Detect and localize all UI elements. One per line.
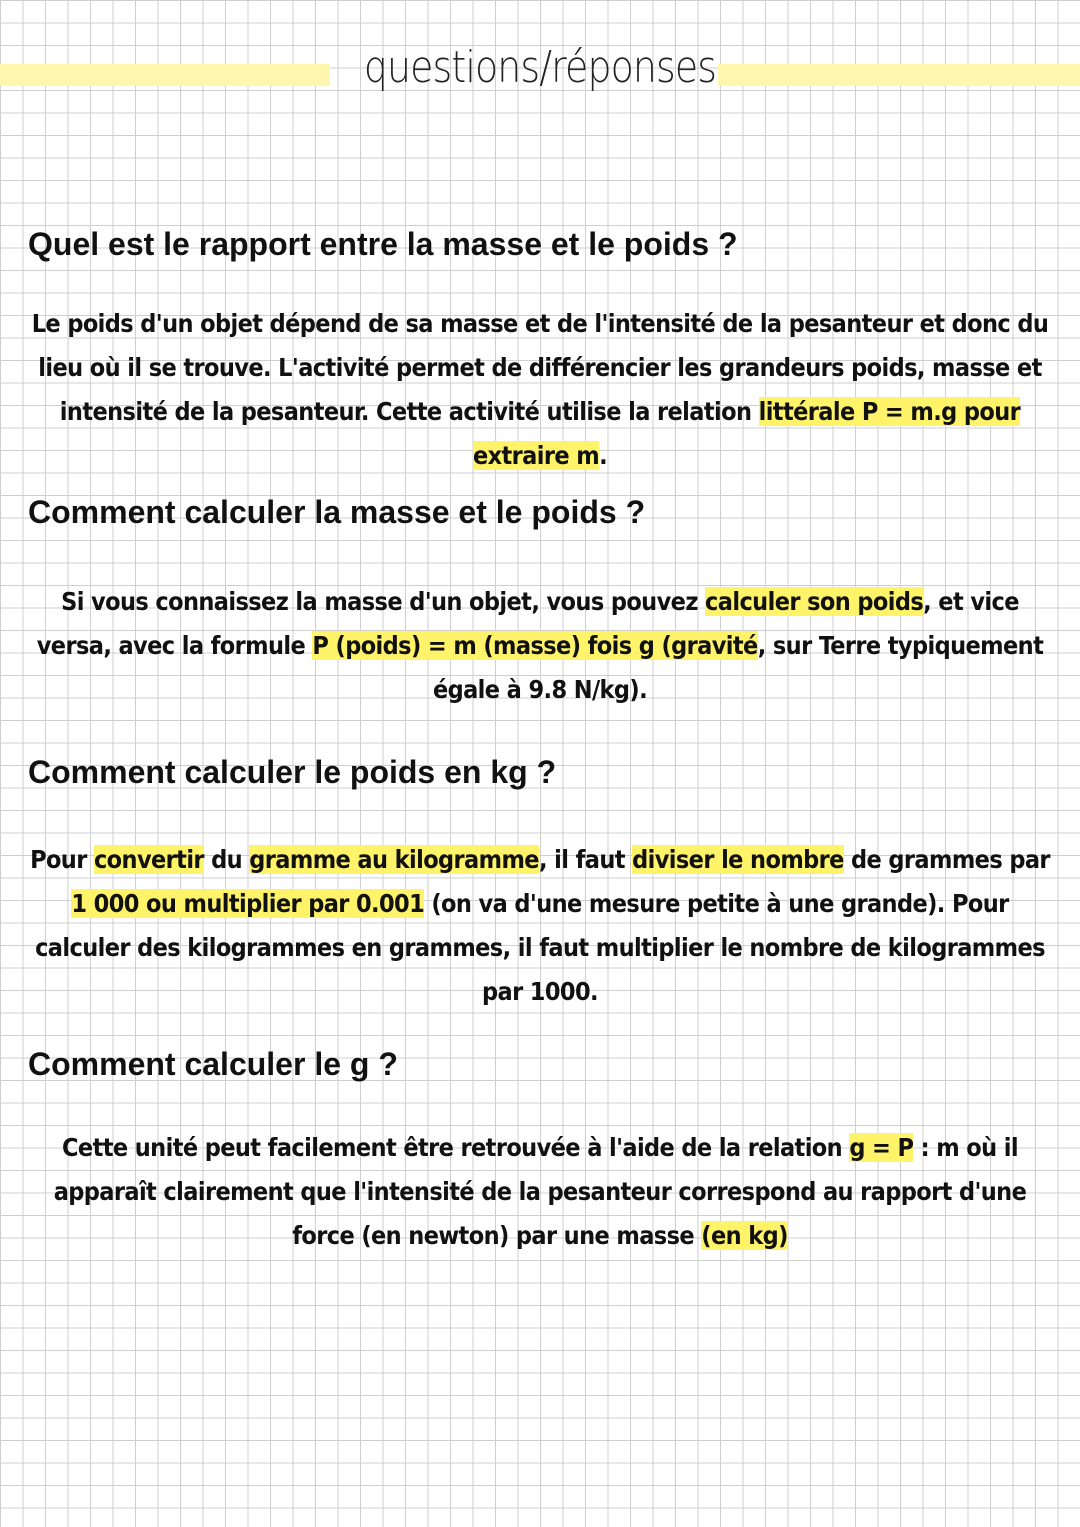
answer-highlight: P (poids) = m (masse) fois g (gravité: [312, 631, 758, 660]
answer-text: (on va d'une mesure petite à une grande). Pour calculer des kilogrammes en grammes, il faut multiplier le nombre de kilogrammes par 1000.: [35, 889, 1045, 1006]
answer-text: de grammes par: [843, 845, 1050, 874]
question-4: Comment calculer le g ?: [28, 1046, 398, 1082]
answer-text: Cette unité peut facilement être retrouvée à l'aide de la relation: [62, 1133, 850, 1162]
answer-text: , sur Terre typiquement égale à 9.8 N/kg).: [432, 631, 1044, 704]
answer-highlight: g = P: [849, 1133, 914, 1162]
title-header: [0, 42, 1080, 102]
answer-text: : m où il apparaît clairement que l'intensité de la pesanteur correspond au rapport d'une force (en newton) par une masse: [53, 1133, 1027, 1250]
question-3: Comment calculer le poids en kg ?: [28, 754, 557, 790]
answer-text: du: [203, 845, 250, 874]
page-title: questions/réponses: [363, 42, 717, 93]
answer-3: [22, 838, 1058, 1014]
answer-text: .: [599, 441, 608, 470]
answer-highlight: littérale P = m.g pour extraire m: [472, 397, 1021, 470]
answer-highlight: (en kg): [701, 1221, 788, 1250]
answer-text: Si vous connaissez la masse d'un objet, vous pouvez: [61, 587, 706, 616]
answer-highlight: diviser le nombre: [632, 845, 844, 874]
answer-1: [22, 302, 1058, 478]
question-1: Quel est le rapport entre la masse et le poids ?: [28, 226, 738, 262]
answer-highlight: calculer son poids: [705, 587, 924, 616]
answer-4: [22, 1126, 1058, 1258]
answer-text: Pour: [30, 845, 94, 874]
answer-highlight: gramme au kilogramme: [249, 845, 539, 874]
question-2: Comment calculer la masse et le poids ?: [28, 494, 646, 530]
answer-2: [22, 580, 1058, 712]
answer-text: , il faut: [538, 845, 633, 874]
answer-highlight: convertir: [93, 845, 204, 874]
answer-highlight: 1 000 ou multiplier par 0.001: [71, 889, 425, 918]
answer-text: , et vice versa, avec la formule: [36, 587, 1019, 660]
answer-text: Le poids d'un objet dépend de sa masse et de l'intensité de la pesanteur et donc du lieu où il se trouve. L'activité permet de différencier les grandeurs poids, masse et intensité de la pesanteur. Cette activité utilise la relation: [31, 309, 1049, 426]
